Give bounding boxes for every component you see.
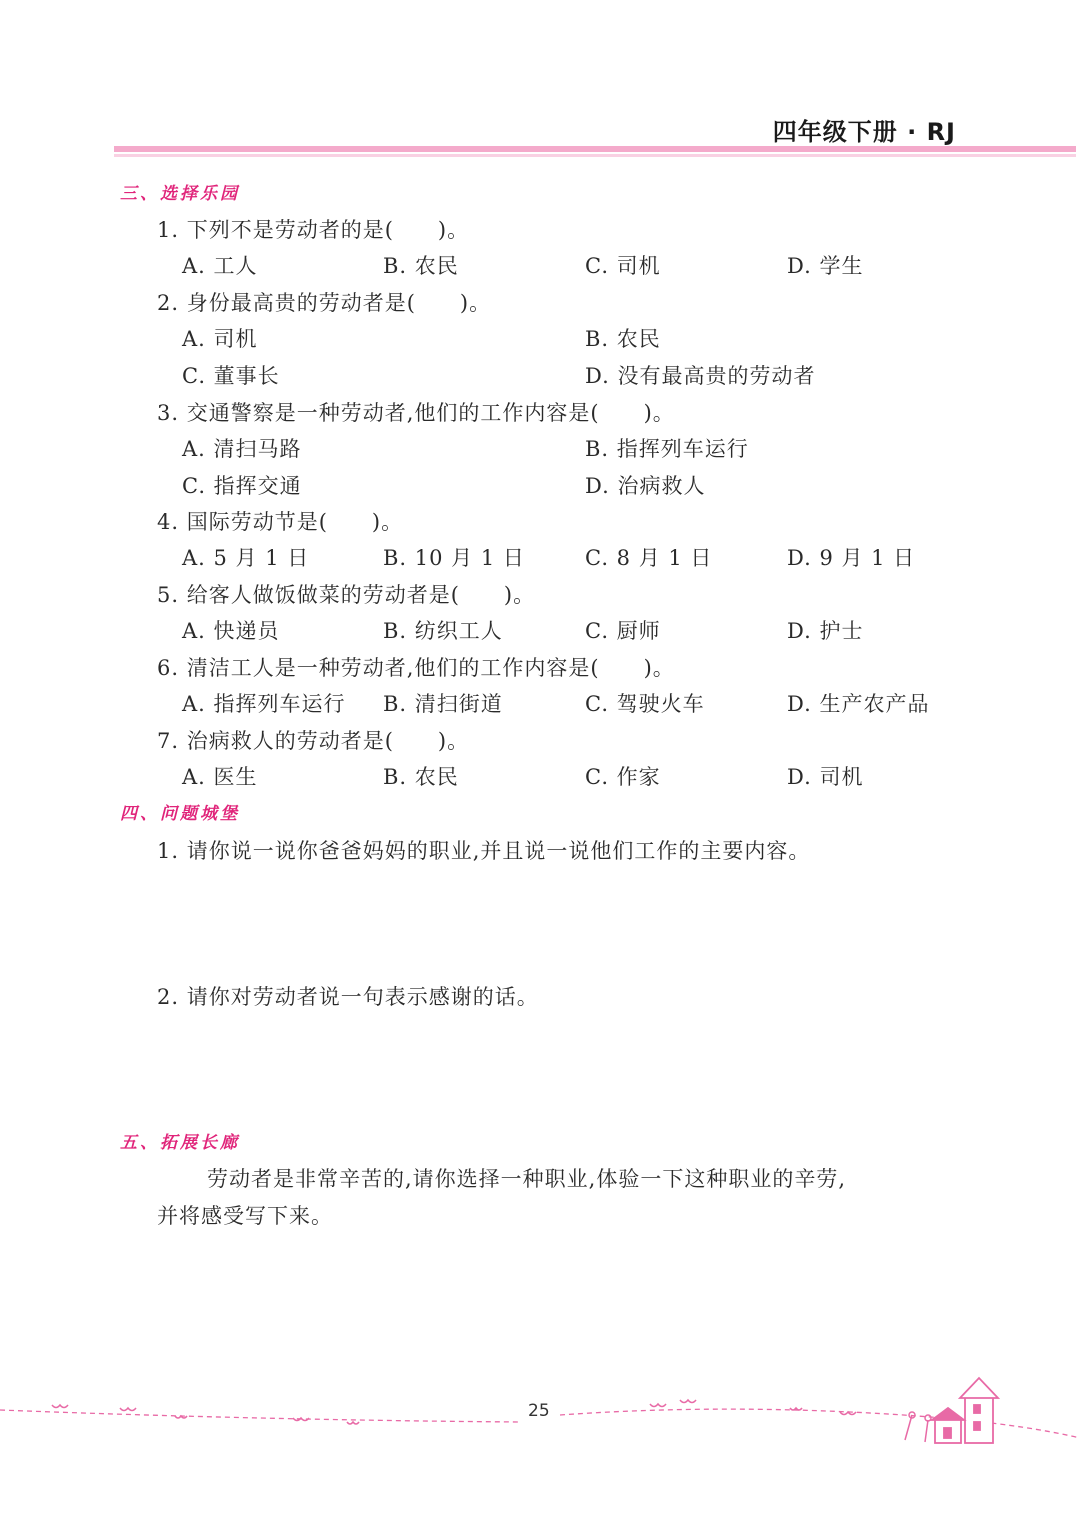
- q7-option-d[interactable]: D. 司机: [787, 765, 864, 789]
- q1-option-b[interactable]: B. 农民: [383, 254, 459, 278]
- q2-option-c[interactable]: C. 董事长: [182, 364, 280, 388]
- q4-option-c[interactable]: C. 8 月 1 日: [585, 546, 713, 570]
- question-2: 2. 身份最高贵的劳动者是( )。: [157, 291, 492, 315]
- section-title-extension: 五、拓展长廊: [120, 1133, 240, 1153]
- q3-option-c[interactable]: C. 指挥交通: [182, 474, 302, 498]
- question-5: 5. 给客人做饭做菜的劳动者是( )。: [157, 583, 536, 607]
- footer-dashed-line-right: [560, 1409, 1080, 1438]
- q2-option-a[interactable]: A. 司机: [182, 327, 258, 351]
- q6-option-a[interactable]: A. 指挥列车运行: [182, 692, 346, 716]
- q3-option-d[interactable]: D. 治病救人: [585, 474, 706, 498]
- q7-option-b[interactable]: B. 农民: [383, 765, 459, 789]
- q1-option-d[interactable]: D. 学生: [787, 254, 864, 278]
- q7-option-a[interactable]: A. 医生: [182, 765, 258, 789]
- q4-option-a[interactable]: A. 5 月 1 日: [182, 546, 310, 570]
- header-bar-thin: [114, 154, 1076, 157]
- q5-option-a[interactable]: A. 快递员: [182, 619, 280, 643]
- q5-option-d[interactable]: D. 护士: [787, 619, 864, 643]
- question-7: 7. 治病救人的劳动者是( )。: [157, 729, 470, 753]
- q4-option-d[interactable]: D. 9 月 1 日: [787, 546, 916, 570]
- section-title-questions: 四、问题城堡: [120, 804, 240, 824]
- extension-paragraph-line1: 劳动者是非常辛苦的,请你选择一种职业,体验一下这种职业的辛劳,: [207, 1167, 847, 1191]
- page-number: 25: [528, 1401, 550, 1421]
- question-3: 3. 交通警察是一种劳动者,他们的工作内容是( )。: [157, 401, 675, 425]
- question-6: 6. 清洁工人是一种劳动者,他们的工作内容是( )。: [157, 656, 675, 680]
- q5-option-c[interactable]: C. 厨师: [585, 619, 661, 643]
- page-header-title: 四年级下册 · RJ: [772, 118, 956, 146]
- heart-icon: [52, 1400, 856, 1424]
- open-question-1: 1. 请你说一说你爸爸妈妈的职业,并且说一说他们工作的主要内容。: [157, 839, 811, 863]
- footer-dashed-line-left: [0, 1410, 520, 1422]
- q2-option-d[interactable]: D. 没有最高贵的劳动者: [585, 364, 816, 388]
- q3-option-a[interactable]: A. 清扫马路: [182, 437, 302, 461]
- q5-option-b[interactable]: B. 纺织工人: [383, 619, 503, 643]
- q6-option-d[interactable]: D. 生产农产品: [787, 692, 930, 716]
- section-title-choice: 三、选择乐园: [120, 184, 240, 204]
- question-1: 1. 下列不是劳动者的是( )。: [157, 218, 470, 242]
- q6-option-b[interactable]: B. 清扫街道: [383, 692, 503, 716]
- header-bar: [114, 146, 1076, 152]
- q1-option-c[interactable]: C. 司机: [585, 254, 661, 278]
- q2-option-b[interactable]: B. 农民: [585, 327, 661, 351]
- open-question-2: 2. 请你对劳动者说一句表示感谢的话。: [157, 985, 539, 1009]
- castle-icon: [932, 1378, 998, 1443]
- question-4: 4. 国际劳动节是( )。: [157, 510, 404, 534]
- q7-option-c[interactable]: C. 作家: [585, 765, 661, 789]
- flower-icon: [905, 1412, 931, 1442]
- q3-option-b[interactable]: B. 指挥列车运行: [585, 437, 749, 461]
- q6-option-c[interactable]: C. 驾驶火车: [585, 692, 705, 716]
- q1-option-a[interactable]: A. 工人: [182, 254, 258, 278]
- q4-option-b[interactable]: B. 10 月 1 日: [383, 546, 525, 570]
- extension-paragraph-line2: 并将感受写下来。: [157, 1204, 333, 1228]
